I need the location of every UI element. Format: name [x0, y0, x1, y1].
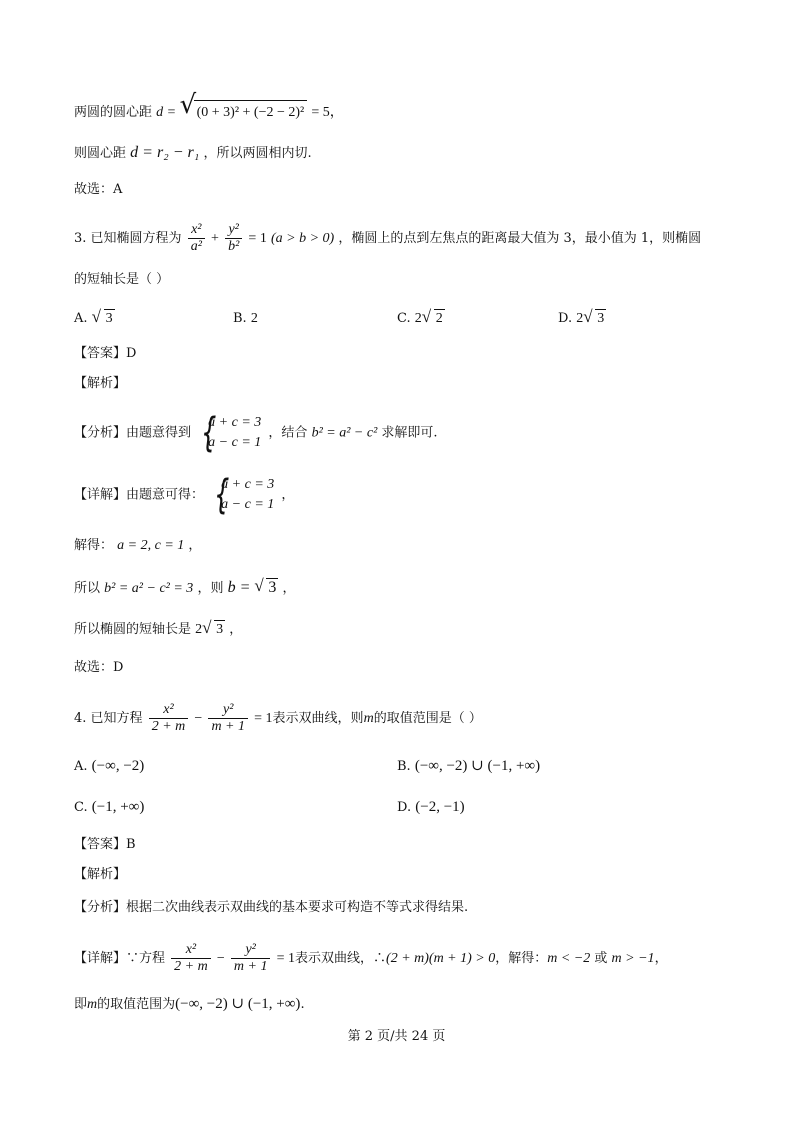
equation-row: a − c = 1: [221, 497, 275, 512]
text: 【详解】∵方程: [74, 951, 166, 966]
question-4: [74, 702, 482, 735]
option-b: [397, 756, 540, 777]
math: a = 2, c = 1: [117, 538, 185, 553]
text: ，结合: [268, 425, 308, 441]
question-text: 3. 已知椭圆方程为: [74, 231, 182, 246]
option-value: 2: [250, 311, 258, 326]
option-c: [397, 309, 445, 329]
equation-system: [211, 475, 274, 515]
math: m < −2: [547, 951, 591, 966]
choose-3: [74, 658, 123, 678]
text: 即: [74, 997, 88, 1012]
equation-system: [198, 413, 261, 453]
math: b =: [227, 579, 255, 596]
text: ，: [188, 538, 202, 553]
operator: = 1: [276, 951, 296, 966]
option-label: B.: [397, 759, 411, 774]
option-d: [558, 309, 606, 329]
text: 解得：: [74, 538, 114, 553]
condition: (a > b > 0): [270, 231, 335, 246]
denominator: a²: [188, 238, 205, 255]
sqrt: [254, 578, 278, 598]
option-a: [74, 756, 144, 777]
denominator: b²: [225, 238, 242, 255]
option-label: C.: [74, 800, 88, 815]
text: 所以椭圆的短轴长是: [74, 622, 192, 637]
coefficient: 2: [576, 311, 584, 326]
coefficient: 2: [195, 622, 203, 637]
math: b² = a² − c²: [311, 425, 378, 441]
option-label: A.: [74, 759, 88, 774]
denominator: 2 + m: [149, 718, 189, 735]
text: 则圆心距: [74, 146, 127, 161]
text: 表示双曲线，∴: [295, 951, 387, 966]
fraction: [231, 942, 271, 975]
solve-3: [74, 536, 201, 556]
option-label: D.: [558, 311, 573, 326]
math: (2 + m)(m + 1) > 0: [386, 951, 496, 966]
denominator: m + 1: [208, 718, 248, 735]
sqrt: [202, 620, 225, 640]
text: 故选：A: [74, 182, 123, 197]
variable: m: [363, 711, 374, 726]
radicand: 3: [216, 622, 224, 637]
page-number: 第 2 页/共 24 页: [347, 1029, 446, 1044]
variable: m: [87, 997, 98, 1012]
numerator: x²: [185, 942, 197, 957]
operator: −: [194, 711, 203, 726]
text: 故选：D: [74, 660, 124, 675]
operator: −: [216, 951, 225, 966]
question-text: 4. 已知方程: [74, 711, 143, 726]
text: 求解即可.: [381, 425, 438, 441]
xiangjie-4: [74, 942, 668, 975]
tangent-line: [74, 143, 312, 164]
option-value: (−∞, −2): [91, 758, 145, 774]
option-b: [233, 309, 258, 329]
text: 【分析】由题意得到: [74, 425, 192, 441]
answer-3: [74, 344, 136, 364]
text: ，: [281, 487, 295, 503]
option-a: [74, 309, 115, 329]
answer-4: [74, 835, 136, 855]
answer-text: 【答案】B: [74, 837, 136, 852]
equation-row: a − c = 1: [208, 435, 262, 450]
final-4: [74, 994, 305, 1015]
text: ，所以两圆相内切.: [203, 146, 312, 161]
option-d: [397, 797, 465, 818]
math: m > −1: [611, 951, 655, 966]
question-text: 的取值范围是（ ）: [373, 711, 482, 726]
analysis-tag-4: [74, 865, 126, 885]
option-value: (−∞, −2) ∪ (−1, +∞): [414, 758, 541, 774]
text: ，: [654, 951, 668, 966]
question-text: 表示双曲线，则: [272, 711, 364, 726]
xiangjie-3: [74, 475, 294, 515]
text: = 5，: [311, 105, 344, 120]
text: 【分析】根据二次曲线表示双曲线的基本要求可构造不等式求得结果.: [74, 900, 469, 915]
question-3-cont: [74, 270, 169, 290]
fenxi-4: [74, 898, 468, 918]
choose-line: [74, 180, 122, 200]
math: b² = a² − c² = 3: [104, 581, 194, 596]
text: ，: [282, 581, 296, 596]
sqrt-expression: [180, 100, 308, 125]
radicand: 3: [268, 579, 277, 596]
option-label: B.: [233, 311, 247, 326]
radicand: 2: [435, 311, 443, 326]
fraction: [171, 942, 211, 975]
option-value: (−2, −1): [415, 799, 465, 815]
text: .: [300, 997, 305, 1012]
so2-3: [74, 620, 242, 640]
distance-line: [74, 100, 344, 125]
text: 的取值范围为: [97, 997, 176, 1012]
option-label: D.: [397, 800, 412, 815]
option-label: A.: [74, 311, 88, 326]
radicand: 3: [105, 311, 113, 326]
coefficient: 2: [414, 311, 422, 326]
question-text: 的短轴长是（ ）: [74, 272, 170, 287]
sqrt: [92, 309, 115, 329]
operator: +: [211, 231, 219, 246]
numerator: x²: [163, 702, 174, 717]
text: ，则: [197, 581, 224, 596]
fraction: [188, 222, 205, 255]
text: 所以: [74, 581, 101, 596]
radicand: (0 + 3)² + (−2 − 2)²: [194, 100, 308, 125]
denominator: 2 + m: [171, 958, 211, 975]
fraction: [208, 702, 248, 735]
fenxi-3: [74, 413, 438, 453]
answer-text: 【答案】D: [74, 346, 137, 361]
sqrt: [422, 309, 445, 329]
radicand: 3: [597, 311, 605, 326]
numerator: y²: [223, 702, 234, 717]
fraction: [225, 222, 242, 255]
text: ，: [229, 622, 243, 637]
operator: = 1: [248, 231, 267, 246]
tag-text: 【解析】: [74, 376, 127, 391]
math: (−∞, −2) ∪ (−1, +∞): [175, 996, 301, 1012]
equation-row: { a + c = 3: [208, 415, 262, 430]
fraction: [149, 702, 189, 735]
question-text: ，椭圆上的点到左焦点的距离最大值为 3，最小值为 1，则椭圆: [338, 231, 702, 246]
numerator: y²: [245, 942, 256, 957]
option-c: [74, 797, 144, 818]
tag-text: 【解析】: [74, 867, 127, 882]
text: 或: [590, 951, 612, 966]
option-label: C.: [397, 311, 411, 326]
math: d = r₂ − r₁: [130, 144, 200, 161]
denominator: m + 1: [231, 958, 271, 975]
operator: = 1: [254, 711, 273, 726]
analysis-tag-3: [74, 374, 126, 394]
sqrt: [583, 309, 606, 329]
page-footer: [0, 1025, 793, 1044]
text: ，解得：: [495, 951, 548, 966]
math: d =: [156, 105, 180, 120]
text: 【详解】由题意可得：: [74, 487, 205, 503]
option-value: (−1, +∞): [91, 799, 145, 815]
so1-3: [74, 578, 296, 599]
equation-row: { a + c = 3: [221, 477, 275, 492]
question-3: [74, 222, 701, 255]
text: 两圆的圆心距: [74, 105, 153, 120]
numerator: x²: [191, 222, 202, 237]
numerator: y²: [228, 222, 239, 237]
